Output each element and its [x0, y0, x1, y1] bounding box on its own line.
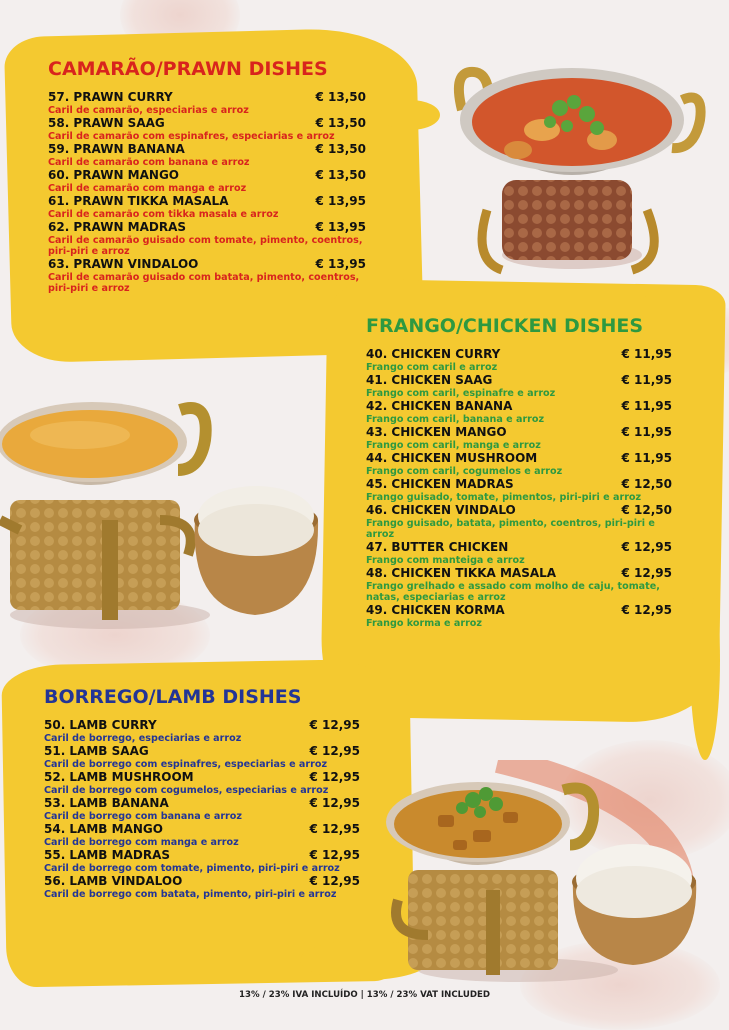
dish-name: 48. CHICKEN TIKKA MASALA [366, 566, 557, 580]
yellow-brush-stroke [640, 290, 720, 316]
dish-name: 54. LAMB MANGO [44, 822, 163, 836]
dish-name: 59. PRAWN BANANA [48, 142, 185, 156]
menu-item-row [366, 540, 672, 555]
dish-description: Frango com caril, banana e arroz [366, 414, 545, 425]
dish-name: 62. PRAWN MADRAS [48, 220, 187, 234]
dish-description: Frango com caril e arroz [366, 362, 498, 373]
dish-price: € 12,95 [309, 770, 360, 784]
dish-name: 50. LAMB CURRY [44, 718, 157, 732]
menu-item [366, 540, 672, 566]
menu-item-row [366, 399, 672, 414]
dish-name: 53. LAMB BANANA [44, 796, 169, 810]
dish-price: € 13,95 [315, 220, 366, 234]
dish-description: Frango com caril, manga e arroz [366, 440, 541, 451]
menu-item [366, 373, 672, 399]
menu-item-row [48, 257, 366, 272]
dish-price: € 12,95 [621, 540, 672, 554]
dish-name: 52. LAMB MUSHROOM [44, 770, 194, 784]
dish-price: € 11,95 [621, 347, 672, 361]
menu-item-row [44, 718, 360, 733]
dish-name: 51. LAMB SAAG [44, 744, 149, 758]
menu-item [48, 90, 366, 116]
dish-price: € 13,50 [315, 168, 366, 182]
menu-list [44, 718, 360, 900]
dish-name: 46. CHICKEN VINDALO [366, 503, 516, 517]
prawn-curry-pot-photo [432, 30, 722, 290]
menu-item-row [366, 373, 672, 388]
menu-item [48, 194, 366, 220]
dish-name: 63. PRAWN VINDALOO [48, 257, 199, 271]
menu-item-row [366, 347, 672, 362]
dish-price: € 12,50 [621, 503, 672, 517]
dish-description: Frango grelhado e assado com molho de caju, tomate, natas, especiarias e arroz [366, 581, 660, 603]
dish-description: Caril de borrego com manga e arroz [44, 837, 239, 848]
dish-description: Caril de borrego, especiarias e arroz [44, 733, 242, 744]
dish-price: € 11,95 [621, 373, 672, 387]
menu-item-row [366, 503, 672, 518]
dish-description: Caril de borrego com banana e arroz [44, 811, 242, 822]
dish-price: € 12,50 [621, 477, 672, 491]
menu-item [44, 822, 360, 848]
dish-name: 42. CHICKEN BANANA [366, 399, 513, 413]
lamb-section [44, 686, 360, 900]
yellow-brush-stroke [380, 100, 440, 130]
menu-item-row [48, 194, 366, 209]
dish-price: € 12,95 [309, 744, 360, 758]
menu-item [48, 257, 366, 294]
dish-description: Frango com caril, cogumelos e arroz [366, 466, 563, 477]
dish-description: Caril de camarão com espinafres, especiarias e arroz [48, 131, 335, 142]
menu-item [366, 399, 672, 425]
menu-item-row [48, 168, 366, 183]
dish-name: 60. PRAWN MANGO [48, 168, 179, 182]
menu-item-row [48, 142, 366, 157]
menu-item-row [44, 744, 360, 759]
dish-description: Frango korma e arroz [366, 618, 482, 629]
dish-price: € 13,50 [315, 90, 366, 104]
menu-item-row [366, 451, 672, 466]
dish-description: Caril de borrego com espinafres, especiarias e arroz [44, 759, 328, 770]
dish-price: € 12,95 [309, 822, 360, 836]
korma-pot-and-rice-photo [0, 380, 330, 640]
dish-price: € 11,95 [621, 399, 672, 413]
menu-item-row [48, 220, 366, 235]
menu-item-row [48, 116, 366, 131]
menu-item-row [48, 90, 366, 105]
dish-name: 45. CHICKEN MADRAS [366, 477, 514, 491]
dish-description: Caril de camarão guisado com tomate, pimento, coentros, piri-piri e arroz [48, 235, 363, 257]
section-title: CAMARÃO/PRAWN DISHES [48, 58, 328, 80]
dish-price: € 12,95 [309, 796, 360, 810]
lamb-curry-pot-and-rice-photo [378, 760, 718, 990]
dish-price: € 13,50 [315, 116, 366, 130]
dish-name: 40. CHICKEN CURRY [366, 347, 501, 361]
menu-item-row [44, 796, 360, 811]
dish-description: Caril de camarão com manga e arroz [48, 183, 247, 194]
menu-item [48, 168, 366, 194]
dish-price: € 11,95 [621, 425, 672, 439]
menu-item [44, 796, 360, 822]
dish-name: 49. CHICKEN KORMA [366, 603, 505, 617]
menu-item [48, 116, 366, 142]
menu-item-row [366, 425, 672, 440]
menu-item-row [366, 566, 672, 581]
dish-description: Frango com manteiga e arroz [366, 555, 525, 566]
dish-description: Caril de camarão com tikka masala e arroz [48, 209, 279, 220]
dish-price: € 13,95 [315, 194, 366, 208]
dish-price: € 12,95 [621, 603, 672, 617]
dish-price: € 12,95 [309, 874, 360, 888]
menu-item [48, 220, 366, 257]
chicken-section [366, 315, 672, 629]
menu-item [48, 142, 366, 168]
menu-item [44, 848, 360, 874]
dish-description: Frango guisado, batata, pimento, coentros, piri-piri e arroz [366, 518, 655, 540]
dish-name: 56. LAMB VINDALOO [44, 874, 183, 888]
dish-price: € 13,95 [315, 257, 366, 271]
menu-list [48, 90, 366, 294]
menu-item [366, 347, 672, 373]
dish-name: 43. CHICKEN MANGO [366, 425, 507, 439]
menu-item [366, 425, 672, 451]
dish-description: Caril de camarão, especiarias e arroz [48, 105, 249, 116]
dish-name: 47. BUTTER CHICKEN [366, 540, 509, 554]
menu-list [366, 347, 672, 629]
vat-footer: 13% / 23% IVA INCLUÍDO | 13% / 23% VAT INCLUDED [239, 990, 490, 1000]
dish-description: Caril de borrego com batata, pimento, piri-piri e arroz [44, 889, 337, 900]
dish-price: € 12,95 [309, 848, 360, 862]
dish-price: € 12,95 [621, 566, 672, 580]
dish-price: € 13,50 [315, 142, 366, 156]
dish-price: € 11,95 [621, 451, 672, 465]
dish-name: 41. CHICKEN SAAG [366, 373, 493, 387]
section-title: FRANGO/CHICKEN DISHES [366, 315, 644, 337]
dish-name: 44. CHICKEN MUSHROOM [366, 451, 538, 465]
menu-item-row [366, 477, 672, 492]
menu-item-row [44, 770, 360, 785]
menu-item-row [44, 848, 360, 863]
menu-item [44, 744, 360, 770]
menu-item [366, 603, 672, 629]
menu-item-row [44, 822, 360, 837]
dish-description: Frango guisado, tomate, pimentos, piri-piri e arroz [366, 492, 642, 503]
prawn-section [48, 58, 366, 294]
dish-description: Caril de camarão guisado com batata, pimento, coentros, piri-piri e arroz [48, 272, 360, 294]
menu-item [44, 770, 360, 796]
dish-name: 57. PRAWN CURRY [48, 90, 173, 104]
menu-item [44, 718, 360, 744]
dish-description: Frango com caril, espinafre e arroz [366, 388, 556, 399]
menu-item [44, 874, 360, 900]
dish-description: Caril de camarão com banana e arroz [48, 157, 250, 168]
dish-description: Caril de borrego com cogumelos, especiarias e arroz [44, 785, 329, 796]
dish-description: Caril de borrego com tomate, pimento, piri-piri e arroz [44, 863, 340, 874]
menu-item [366, 566, 672, 603]
dish-name: 58. PRAWN SAAG [48, 116, 165, 130]
menu-item [366, 503, 672, 540]
dish-name: 55. LAMB MADRAS [44, 848, 170, 862]
dish-price: € 12,95 [309, 718, 360, 732]
dish-name: 61. PRAWN TIKKA MASALA [48, 194, 229, 208]
yellow-brush-stroke [690, 560, 720, 760]
menu-item-row [44, 874, 360, 889]
menu-item [366, 477, 672, 503]
section-title: BORREGO/LAMB DISHES [44, 686, 302, 708]
menu-item-row [366, 603, 672, 618]
menu-item [366, 451, 672, 477]
